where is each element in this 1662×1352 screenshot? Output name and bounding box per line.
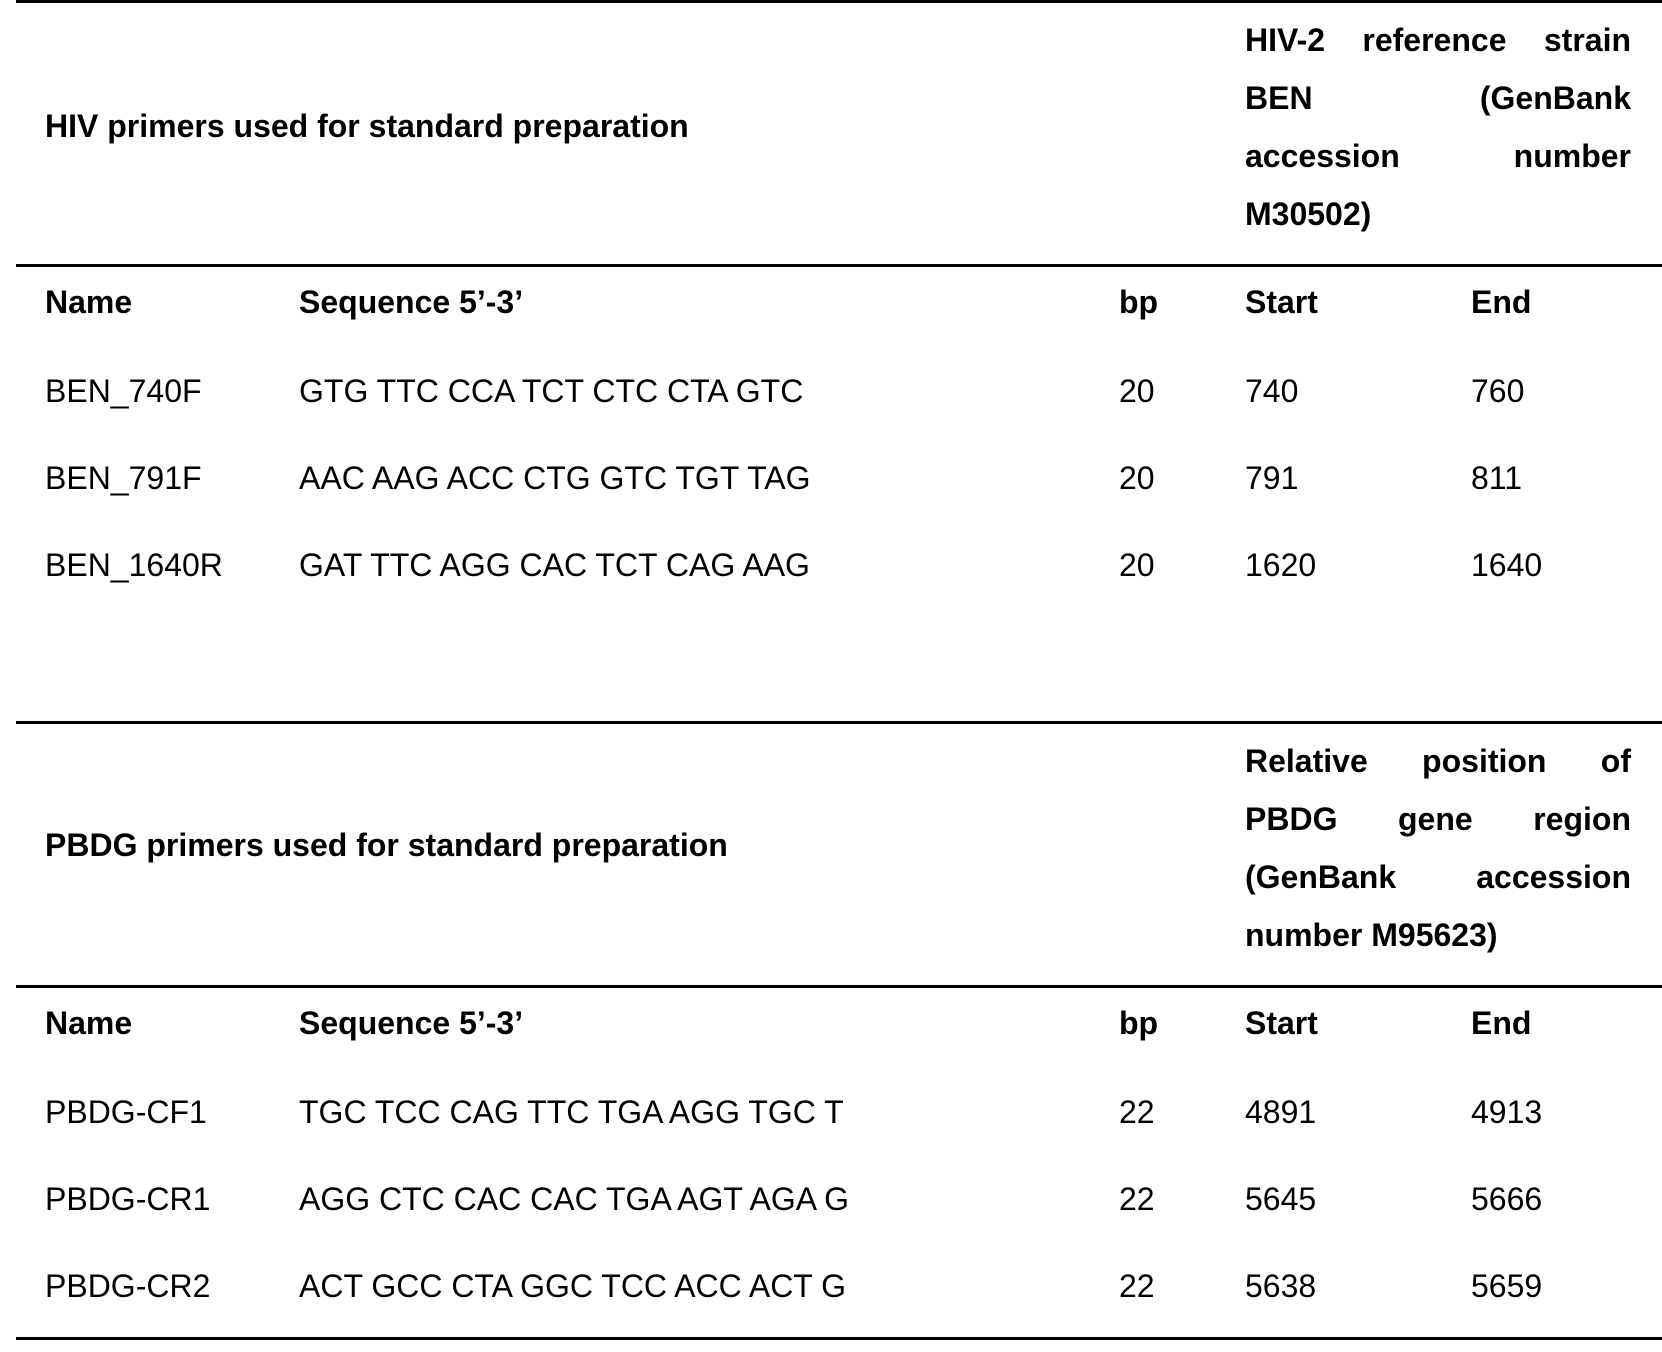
primer-length: 22 [1119,1181,1155,1217]
primer-length: 20 [1119,547,1155,583]
primer-start: 791 [1245,460,1299,496]
primer-name: PBDG-CR2 [45,1268,211,1304]
primer-end: 4913 [1471,1094,1543,1130]
primer-start: 5638 [1245,1268,1317,1304]
header-rule [16,264,1662,267]
primer-length: 20 [1119,460,1155,496]
reference-strain-header: HIV-2 reference strain BEN (GenBank accession number M30502) [1245,22,1631,232]
primer-end: 811 [1471,460,1523,496]
primer-name: BEN_1640R [45,547,223,583]
table-title: HIV primers used for standard preparation [45,108,689,144]
primer-end: 1640 [1471,547,1543,583]
column-header-end: End [1471,1005,1532,1041]
primer-sequence: GTG TTC CCA TCT CTC CTA GTC [299,373,804,409]
primer-length: 20 [1119,373,1155,409]
primer-name: PBDG-CR1 [45,1181,211,1217]
primer-name: PBDG-CF1 [45,1094,207,1130]
primer-start: 5645 [1245,1181,1317,1217]
column-header-start: Start [1245,1005,1318,1041]
table-title: PBDG primers used for standard preparation [45,827,728,863]
column-header-sequence: Sequence 5’-3’ [299,1005,524,1041]
reference-position-header: Relative position of PBDG gene region (GenBank accession number M95623) [1245,743,1631,953]
primer-length: 22 [1119,1268,1155,1304]
primer-start: 1620 [1245,547,1317,583]
header-rule [16,985,1662,988]
primer-start: 740 [1245,373,1299,409]
column-header-bp: bp [1119,1005,1159,1041]
primer-sequence: AAC AAG ACC CTG GTC TGT TAG [299,460,811,496]
column-header-sequence: Sequence 5’-3’ [299,284,524,320]
primer-end: 760 [1471,373,1525,409]
primer-length: 22 [1119,1094,1155,1130]
column-header-start: Start [1245,284,1318,320]
column-header-name: Name [45,1005,133,1041]
top-rule [16,721,1662,724]
column-header-end: End [1471,284,1532,320]
primer-sequence: TGC TCC CAG TTC TGA AGG TGC T [299,1094,844,1130]
primer-end: 5666 [1471,1181,1543,1217]
top-rule [16,0,1662,3]
primer-name: BEN_740F [45,373,202,409]
primer-start: 4891 [1245,1094,1317,1130]
primer-sequence: AGG CTC CAC CAC TGA AGT AGA G [299,1181,850,1217]
bottom-rule [16,1337,1662,1340]
primer-end: 5659 [1471,1268,1543,1304]
primer-name: BEN_791F [45,460,202,496]
column-header-bp: bp [1119,284,1159,320]
primer-sequence: ACT GCC CTA GGC TCC ACC ACT G [299,1268,847,1304]
primer-sequence: GAT TTC AGG CAC TCT CAG AAG [299,547,810,583]
column-header-name: Name [45,284,133,320]
